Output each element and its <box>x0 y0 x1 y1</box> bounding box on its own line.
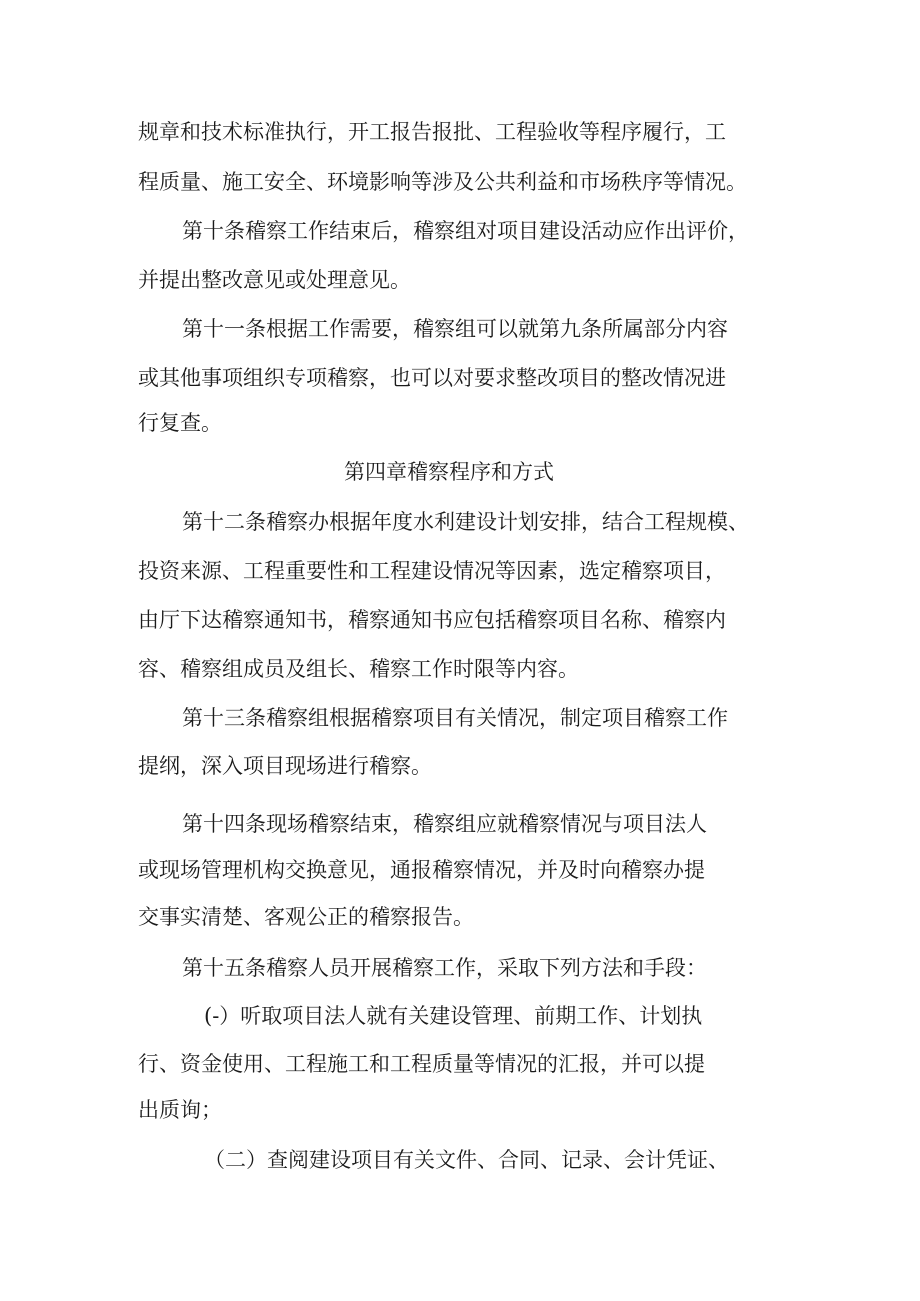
article-14-line: 第十四条现场稽察结束，稽察组应就稽察情况与项目法人 <box>182 812 707 836</box>
text-line: 规章和技术标准执行，开工报告报批、工程验收等程序履行，工 <box>138 120 726 144</box>
text-line: 或其他事项组织专项稽察，也可以对要求整改项目的整改情况进 <box>138 366 726 390</box>
text-line: 容、稽察组成员及组长、稽察工作时限等内容。 <box>138 657 579 681</box>
text-line: 行、资金使用、工程施工和工程质量等情况的汇报，并可以提 <box>138 1052 705 1076</box>
article-11-line: 第十一条根据工作需要，稽察组可以就第九条所属部分内容 <box>182 317 728 341</box>
text-line: 程质量、施工安全、环境影响等涉及公共利益和市场秩序等情况。 <box>138 170 747 194</box>
article-13-line: 第十三条稽察组根据稽察项目有关情况，制定项目稽察工作 <box>182 706 728 730</box>
text-line: 交事实清楚、客观公正的稽察报告。 <box>138 905 474 929</box>
text-line: 投资来源、工程重要性和工程建设情况等因素，选定稽察项目， <box>138 559 726 583</box>
text-line: 或现场管理机构交换意见，通报稽察情况，并及时向稽察办提 <box>138 858 705 882</box>
article-15-line: 第十五条稽察人员开展稽察工作，采取下列方法和手段： <box>182 956 707 980</box>
article-12-line: 第十二条稽察办根据年度水利建设计划安排，结合工程规模、 <box>182 510 749 534</box>
chapter-heading: 第四章稽察程序和方式 <box>344 460 554 484</box>
text-line: 出质询； <box>138 1098 222 1122</box>
text-line: 行复查。 <box>138 411 222 435</box>
list-item-2-line: （二）查阅建设项目有关文件、合同、记录、会计凭证、 <box>204 1148 729 1172</box>
text-line: 并提出整改意见或处理意见。 <box>138 268 411 292</box>
list-item-1-line: (-）听取项目法人就有关建设管理、前期工作、计划执 <box>204 1004 703 1028</box>
article-10-line: 第十条稽察工作结束后，稽察组对项目建设活动应作出评价， <box>182 219 749 243</box>
text-line: 由厅下达稽察通知书，稽察通知书应包括稽察项目名称、稽察内 <box>138 608 726 632</box>
text-line: 提纲，深入项目现场进行稽察。 <box>138 754 432 778</box>
